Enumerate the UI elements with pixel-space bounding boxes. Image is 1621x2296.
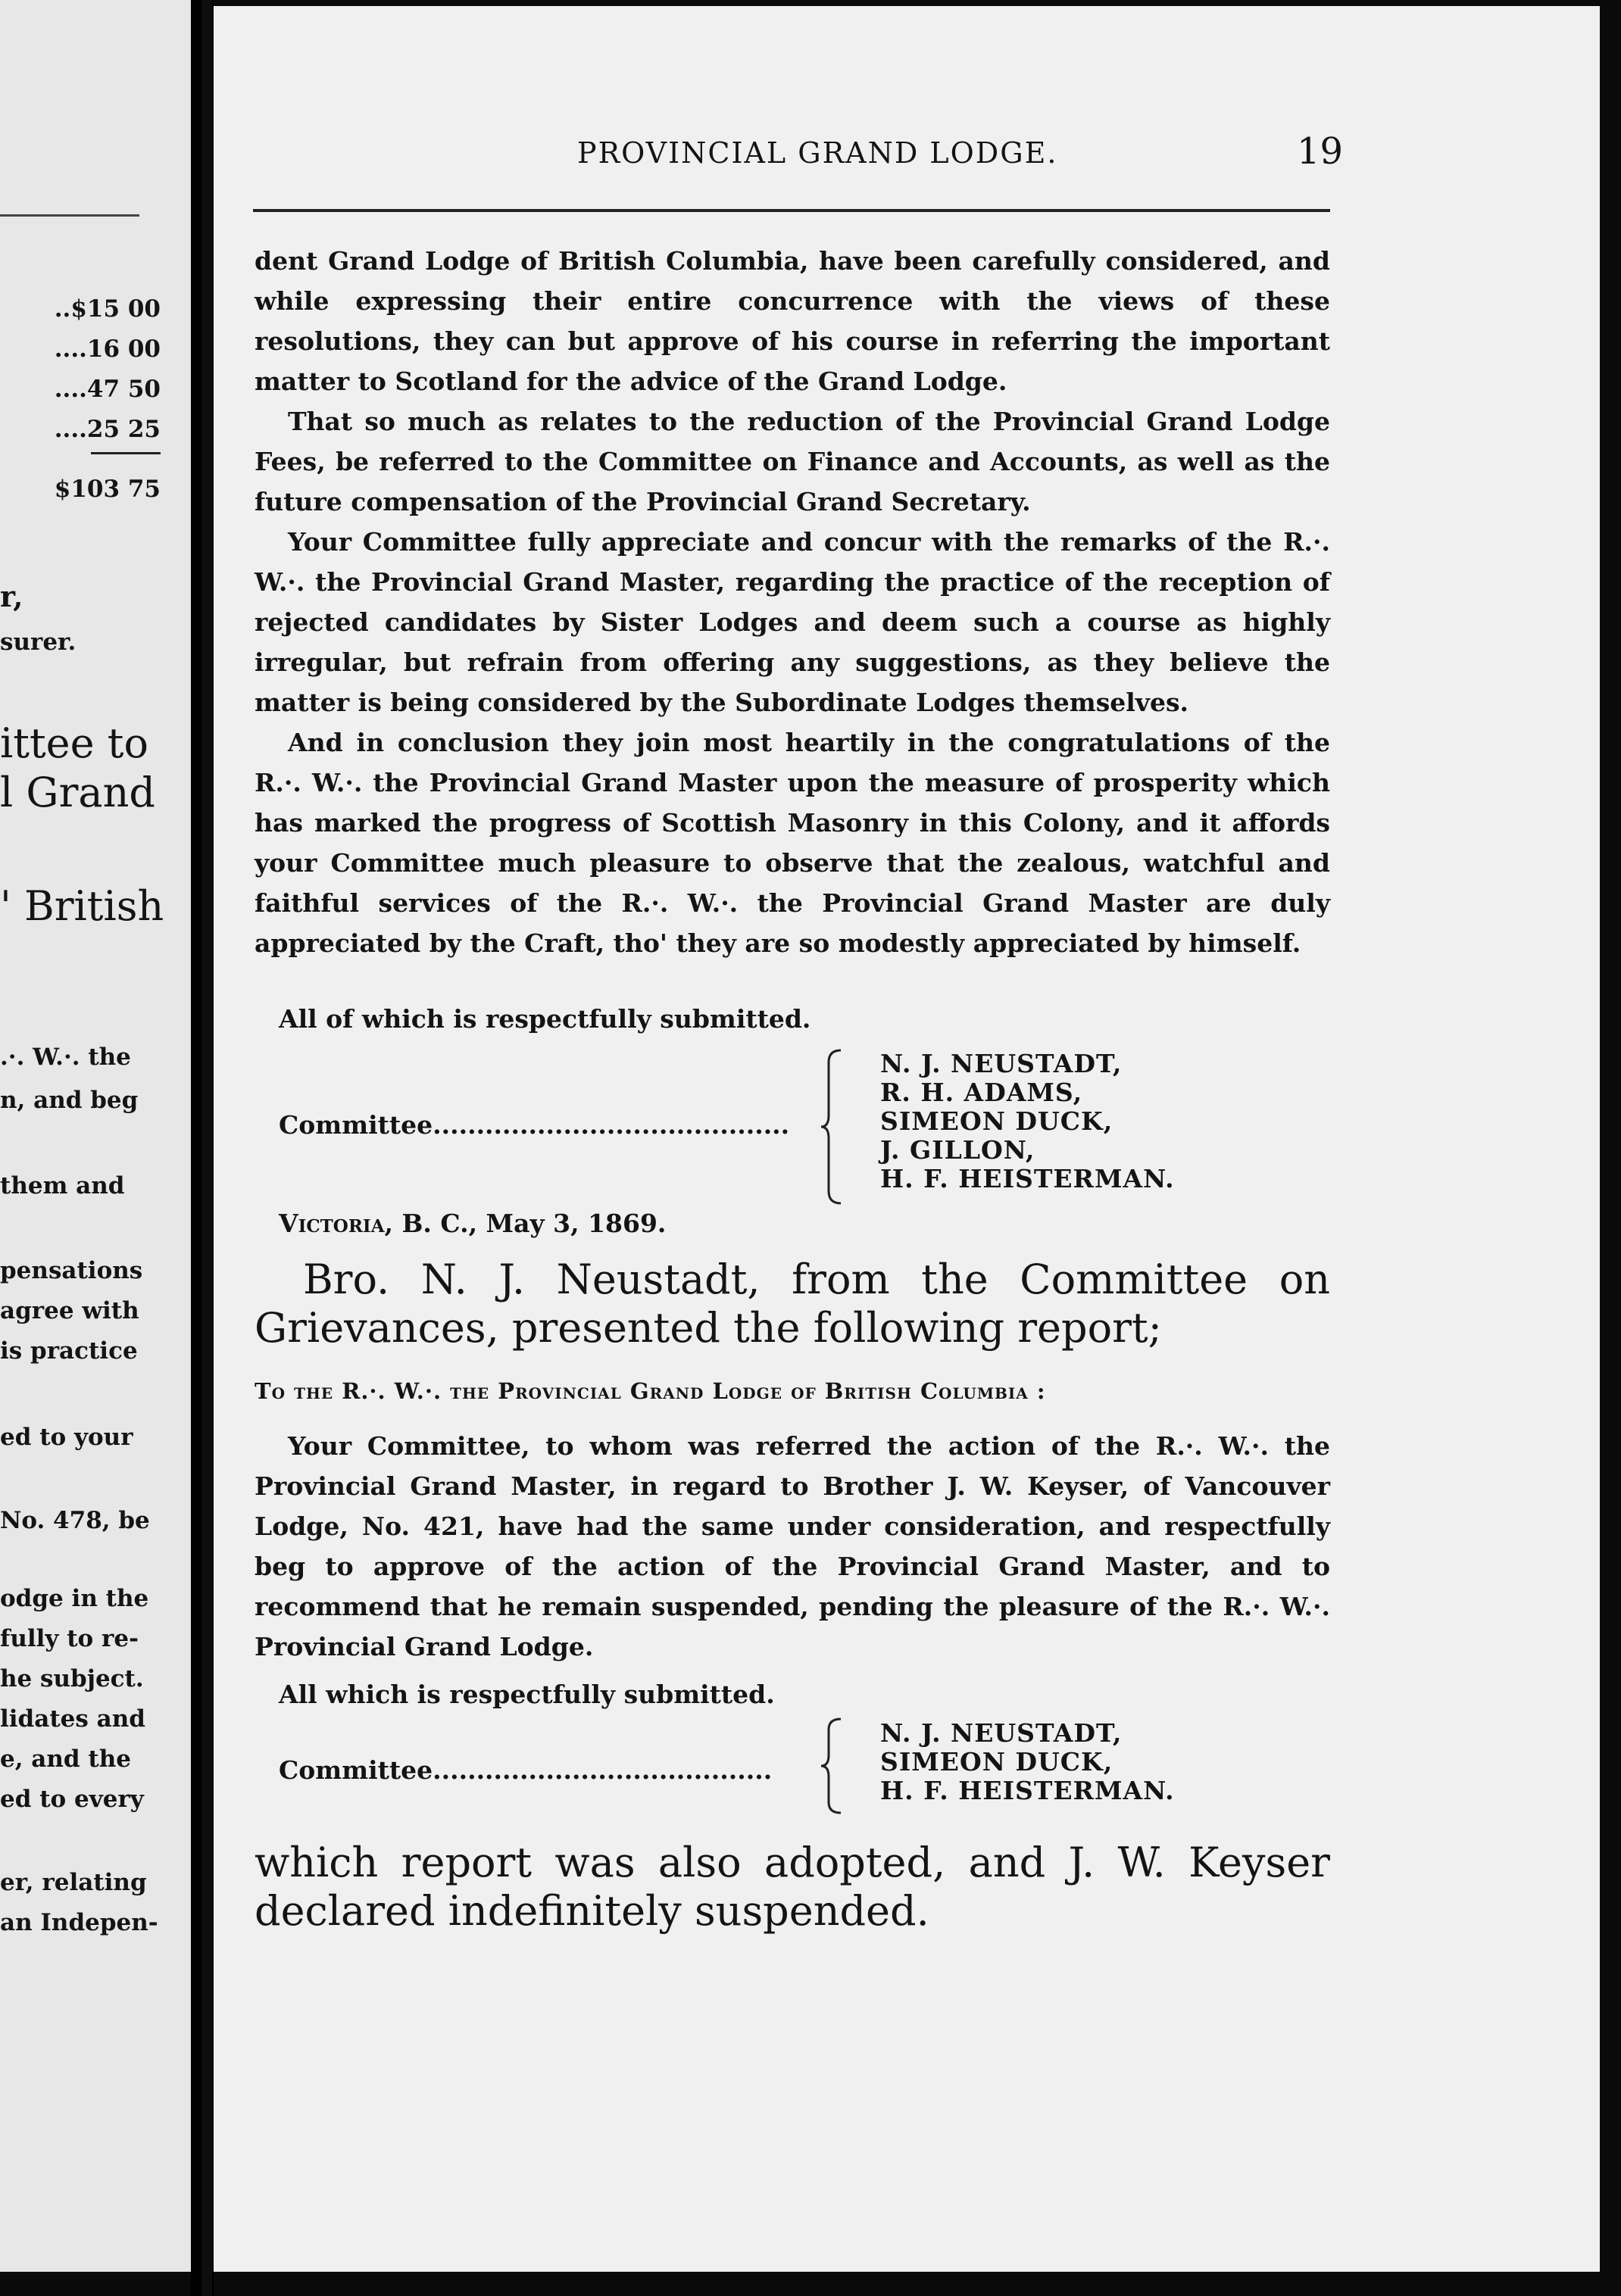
- paragraph: That so much as relates to the reduction of the Provincial Grand Lodge Fees, be referred to the Committee on Finance and Accounts, as well as the future compensation of the Provincial Grand Secretary.: [255, 407, 1330, 516]
- signatory: SIMEON DUCK,: [880, 1106, 1113, 1136]
- dateline: [279, 1209, 666, 1238]
- left-fragment: he subject.: [0, 1665, 144, 1692]
- left-fragment-large: l Grand: [0, 769, 155, 816]
- signatory: H. F. HEISTERMAN.: [880, 1164, 1175, 1193]
- left-fragment-large: ittee to: [0, 719, 148, 767]
- left-facing-page: [0, 0, 191, 2272]
- sum-rule: [91, 452, 161, 454]
- left-fragment: er, relating: [0, 1869, 147, 1896]
- paragraph: dent Grand Lodge of British Columbia, have been carefully considered, and while expressing their entire concurrence with the views of these resolutions, they can but approve of his course in referring the important matter to Scotland for the advice of the Grand Lodge.: [255, 246, 1330, 396]
- left-amount: ..$15 00: [54, 295, 161, 323]
- left-amount: ....16 00: [54, 335, 161, 363]
- left-fragment: No. 478, be: [0, 1507, 150, 1534]
- left-fragment: odge in the: [0, 1585, 149, 1612]
- left-page-rule: [0, 214, 139, 217]
- submitted-line: All of which is respectfully submitted.: [279, 1004, 811, 1034]
- left-total: $103 75: [54, 476, 161, 503]
- dateline-date: , B. C., May 3, 1869.: [384, 1209, 667, 1238]
- left-amount: ....47 50: [54, 376, 161, 403]
- grievances-report-body: [255, 1426, 1330, 1667]
- signatory: H. F. HEISTERMAN.: [880, 1776, 1175, 1805]
- main-page: [214, 6, 1600, 2272]
- page-number: 19: [1297, 130, 1344, 173]
- curly-brace: [820, 1047, 847, 1206]
- committee-2-signatories: [880, 1719, 1175, 1805]
- left-fragment-large: ' British: [0, 882, 164, 930]
- left-fragment: r,: [0, 579, 23, 613]
- left-fragment: pensations: [0, 1257, 143, 1284]
- grievances-intro: Bro. N. J. Neustadt, from the Committee on Grievances, presented the following report;: [255, 1256, 1330, 1352]
- signatory: N. J. NEUSTADT,: [880, 1049, 1123, 1078]
- committee-report-body: [255, 241, 1330, 963]
- left-fragment: ed to your: [0, 1424, 133, 1451]
- submitted-line: All which is respectfully submitted.: [279, 1680, 775, 1709]
- running-head: PROVINCIAL GRAND LODGE.: [577, 136, 1058, 170]
- left-fragment: ed to every: [0, 1786, 144, 1813]
- left-fragment: e, and the: [0, 1745, 131, 1773]
- signatory: R. H. ADAMS,: [880, 1078, 1083, 1107]
- left-fragment: is practice: [0, 1337, 138, 1365]
- left-fragment: agree with: [0, 1297, 139, 1324]
- signatory: N. J. NEUSTADT,: [880, 1718, 1123, 1748]
- gutter-shadow: [201, 0, 212, 2296]
- left-amount: ....25 25: [54, 416, 161, 443]
- curly-brace: [820, 1716, 847, 1816]
- left-fragment: surer.: [0, 629, 77, 656]
- left-fragment: them and: [0, 1172, 125, 1199]
- closing-statement: which report was also adopted, and J. W. Keyser declared indefinitely suspended.: [255, 1839, 1330, 1935]
- left-fragment: fully to re-: [0, 1625, 139, 1652]
- paragraph: And in conclusion they join most heartily in the congratulations of the R.·. W.·. the Provincial Grand Master upon the measure of prosperity which has marked the progress of Scottish Masonry in this Colony, and it affords your Committee much pleasure to observe that the zealous, watchful and faithful services of the R.·. W.·. the Provincial Grand Master are duly appreciated by the Craft, tho' they are so modestly appreciated by himself.: [255, 728, 1330, 958]
- left-fragment: .·. W.·. the: [0, 1043, 131, 1071]
- paragraph: Your Committee, to whom was referred the action of the R.·. W.·. the Provincial Grand Master, in regard to Brother J. W. Keyser, of Vancouver Lodge, No. 421, have had the same under consideration, and respectfully beg to approve of the action of the Provincial Grand Master, and to recommend that he remain suspended, pending the pleasure of the R.·. W.·. Provincial Grand Lodge.: [255, 1431, 1330, 1661]
- committee-label: Committee.........................................: [279, 1110, 790, 1140]
- signatory: SIMEON DUCK,: [880, 1747, 1113, 1777]
- committee-label: Committee.......................................: [279, 1755, 773, 1785]
- signatory: J. GILLON,: [880, 1135, 1035, 1165]
- paragraph: Your Committee fully appreciate and concur with the remarks of the R.·. W.·. the Provincial Grand Master, regarding the practice of the reception of rejected candidates by Sister Lodges and deem such a course as highly irregular, but refrain from offering any suggestions, as they believe the matter is being considered by the Subordinate Lodges themselves.: [255, 527, 1330, 717]
- committee-1-signatories: [880, 1050, 1175, 1193]
- dateline-place: Victoria: [279, 1209, 385, 1238]
- left-fragment: lidates and: [0, 1705, 145, 1733]
- header-rule: [253, 209, 1330, 212]
- left-fragment: an Indepen-: [0, 1909, 158, 1936]
- left-fragment: n, and beg: [0, 1087, 139, 1114]
- report-address: To the R.·. W.·. the Provincial Grand Lodge of British Columbia :: [255, 1378, 1046, 1404]
